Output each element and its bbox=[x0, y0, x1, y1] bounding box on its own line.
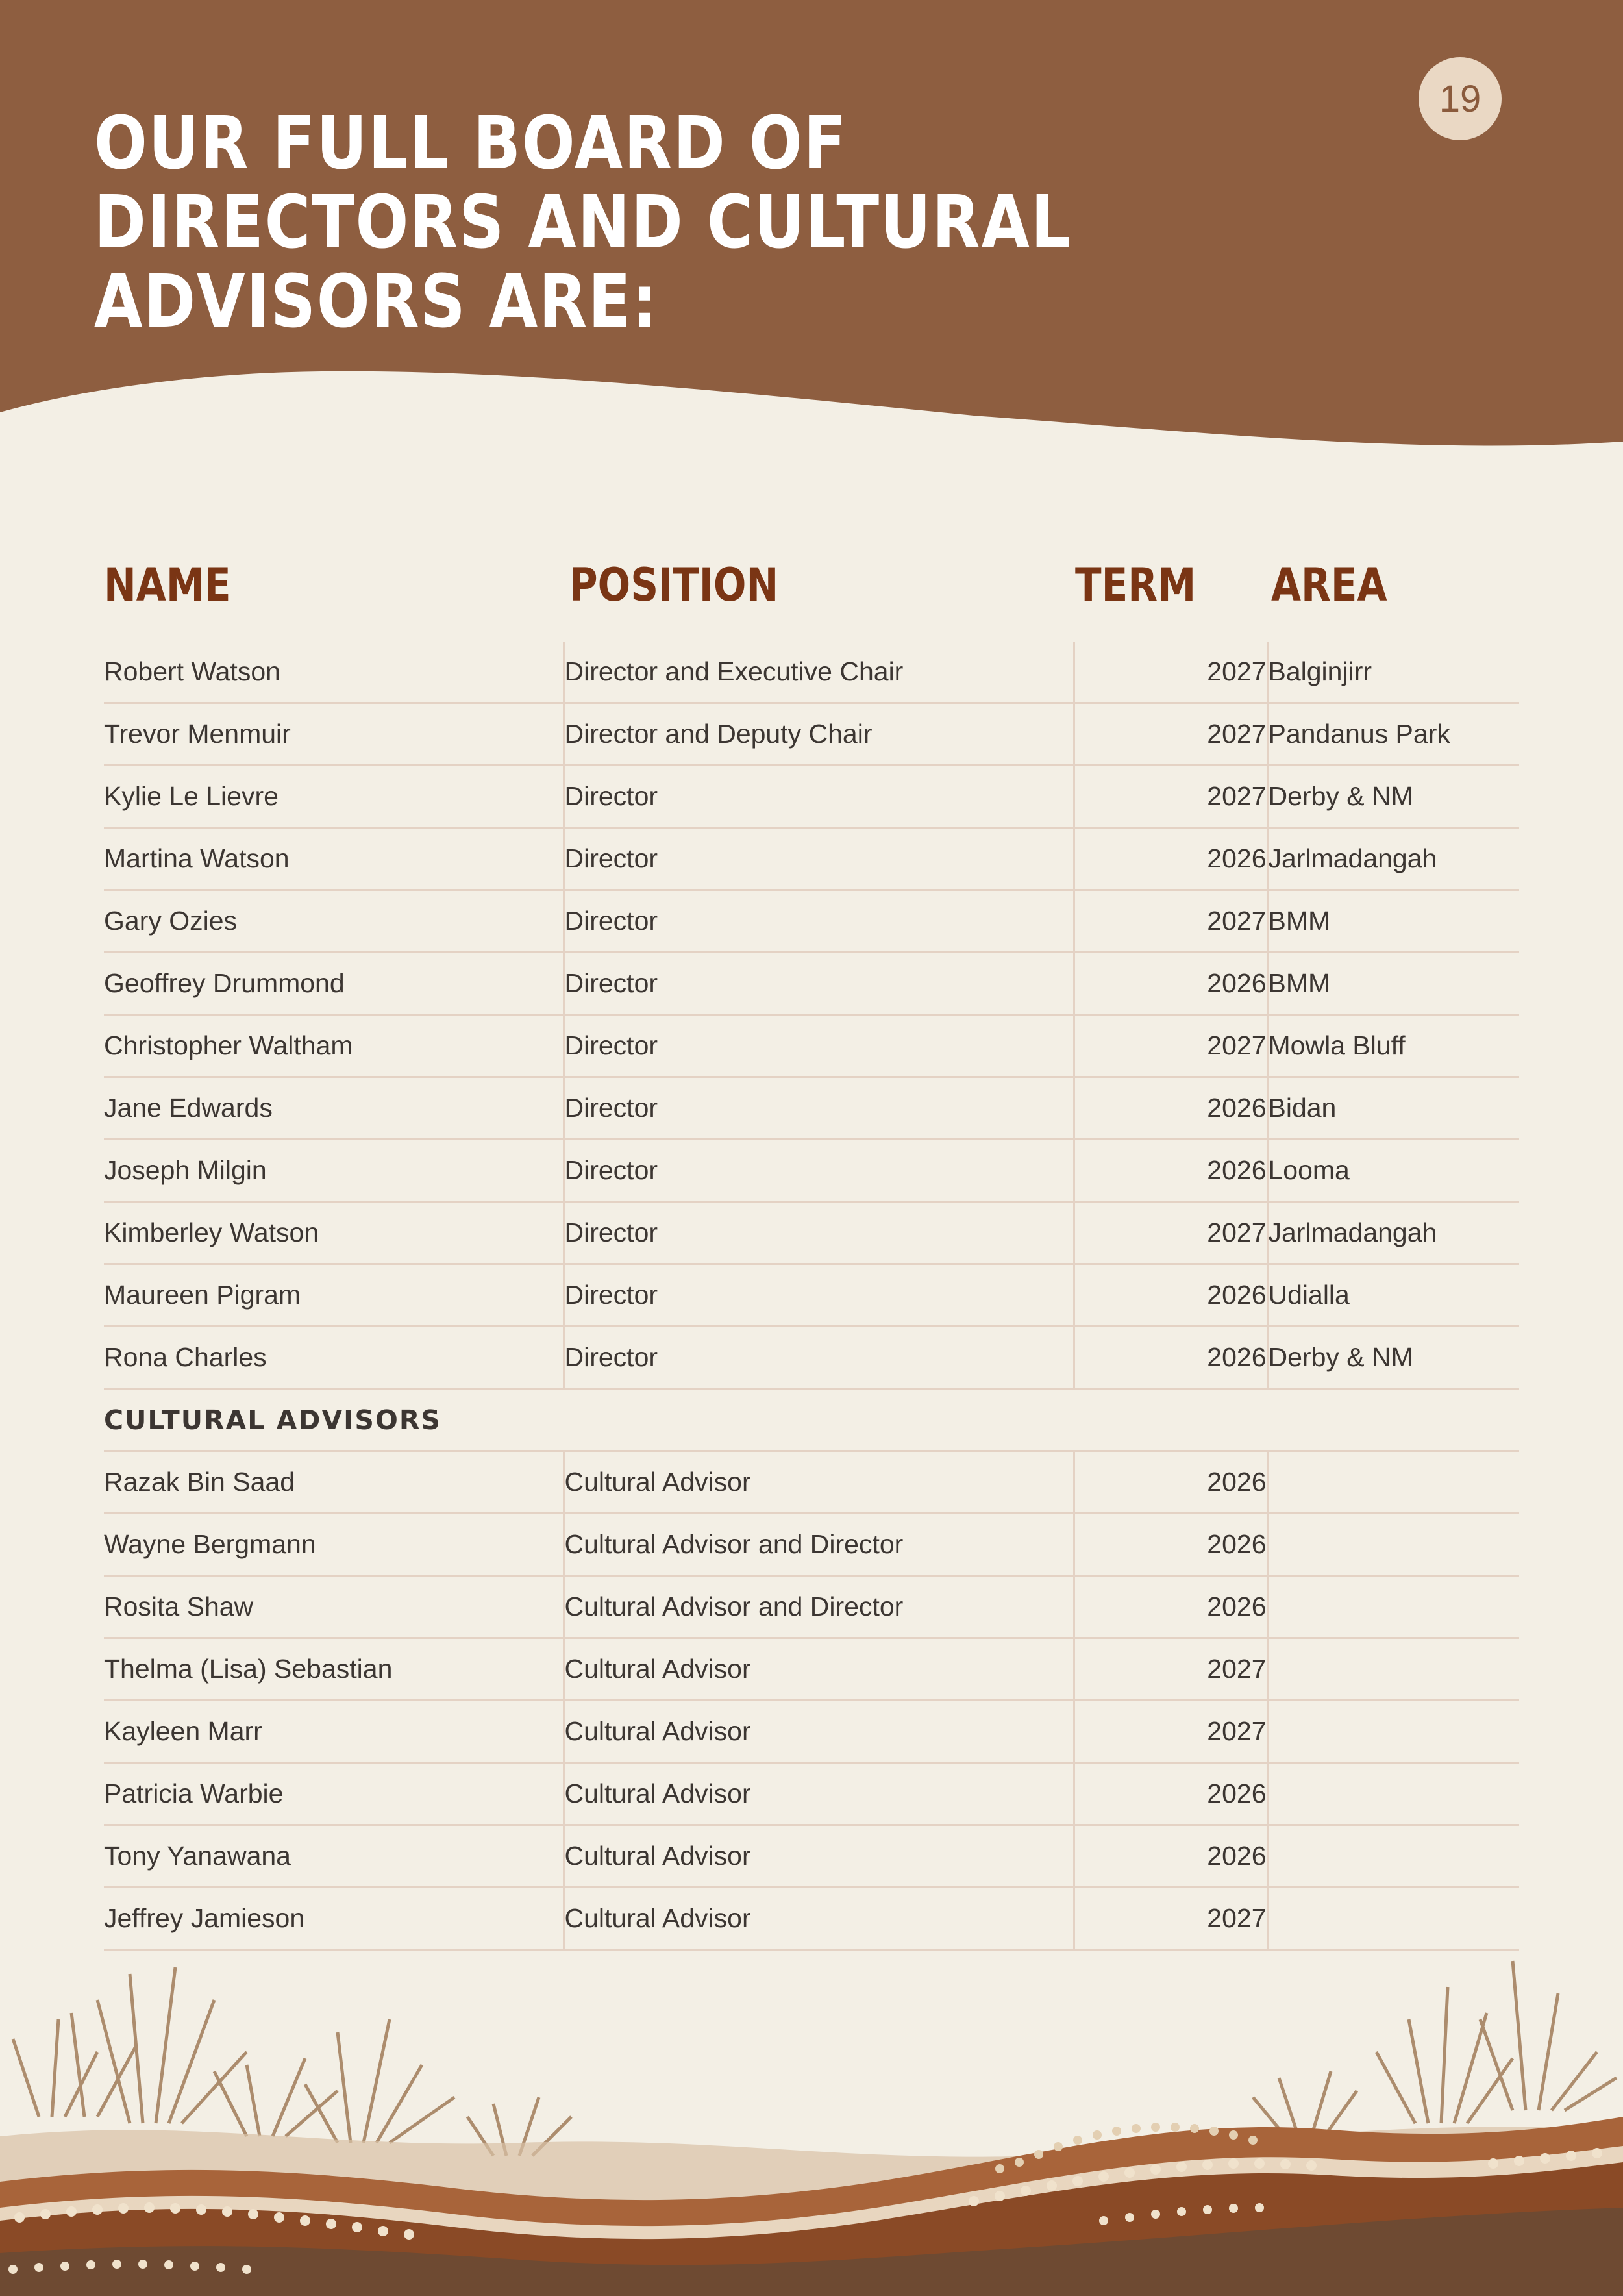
cell-area: Derby & NM bbox=[1267, 1327, 1519, 1389]
cell-name: Trevor Menmuir bbox=[104, 703, 564, 766]
grass-illustration bbox=[13, 1961, 1617, 2156]
cell-term: 2027 bbox=[1074, 1638, 1267, 1701]
cell-term: 2027 bbox=[1074, 1888, 1267, 1950]
cell-area: Bidan bbox=[1267, 1077, 1519, 1140]
table-row bbox=[104, 1451, 1519, 1514]
table-row bbox=[104, 1015, 1519, 1077]
cell-term: 2026 bbox=[1074, 1451, 1267, 1514]
table-row bbox=[104, 1825, 1519, 1888]
page-title: OUR FULL BOARD OF DIRECTORS AND CULTURAL ADVISORS ARE: bbox=[94, 101, 1072, 344]
cell-position: Director bbox=[564, 890, 1074, 953]
table-row bbox=[104, 642, 1519, 703]
board-table bbox=[104, 642, 1519, 1951]
cell-term: 2026 bbox=[1074, 1825, 1267, 1888]
cell-term: 2027 bbox=[1074, 1701, 1267, 1763]
table-row bbox=[104, 828, 1519, 890]
cell-area: Udialla bbox=[1267, 1264, 1519, 1327]
table-row bbox=[104, 703, 1519, 766]
cell-area: Balginjirr bbox=[1267, 642, 1519, 703]
cell-term: 2026 bbox=[1074, 1077, 1267, 1140]
cell-position: Cultural Advisor and Director bbox=[564, 1514, 1074, 1576]
cell-term: 2026 bbox=[1074, 953, 1267, 1015]
cell-position: Director bbox=[564, 1140, 1074, 1202]
cell-term: 2026 bbox=[1074, 1140, 1267, 1202]
cultural-advisors-heading: CULTURAL ADVISORS bbox=[104, 1389, 1519, 1451]
cell-area bbox=[1267, 1576, 1519, 1638]
cell-name: Kimberley Watson bbox=[104, 1202, 564, 1264]
cell-position: Director bbox=[564, 1264, 1074, 1327]
cell-position: Cultural Advisor bbox=[564, 1701, 1074, 1763]
cell-position: Cultural Advisor bbox=[564, 1888, 1074, 1950]
cell-area: BMM bbox=[1267, 890, 1519, 953]
cell-position: Cultural Advisor and Director bbox=[564, 1576, 1074, 1638]
cell-term: 2027 bbox=[1074, 1015, 1267, 1077]
cell-area bbox=[1267, 1638, 1519, 1701]
table-row bbox=[104, 890, 1519, 953]
table-row bbox=[104, 766, 1519, 828]
cell-term: 2026 bbox=[1074, 828, 1267, 890]
cell-term: 2027 bbox=[1074, 642, 1267, 703]
cell-name: Thelma (Lisa) Sebastian bbox=[104, 1638, 564, 1701]
cell-position: Director bbox=[564, 1202, 1074, 1264]
cell-area bbox=[1267, 1763, 1519, 1825]
table-row bbox=[104, 1763, 1519, 1825]
cell-area: BMM bbox=[1267, 953, 1519, 1015]
cell-name: Maureen Pigram bbox=[104, 1264, 564, 1327]
cell-term: 2026 bbox=[1074, 1514, 1267, 1576]
cell-area: Pandanus Park bbox=[1267, 703, 1519, 766]
cell-position: Director and Deputy Chair bbox=[564, 703, 1074, 766]
director-rows bbox=[104, 642, 1519, 1389]
cell-position: Director and Executive Chair bbox=[564, 642, 1074, 703]
cell-term: 2026 bbox=[1074, 1327, 1267, 1389]
cell-area: Jarlmadangah bbox=[1267, 828, 1519, 890]
cell-area: Mowla Bluff bbox=[1267, 1015, 1519, 1077]
cell-name: Martina Watson bbox=[104, 828, 564, 890]
cell-term: 2027 bbox=[1074, 766, 1267, 828]
cell-name: Wayne Bergmann bbox=[104, 1514, 564, 1576]
cell-name: Jeffrey Jamieson bbox=[104, 1888, 564, 1950]
advisor-rows bbox=[104, 1451, 1519, 1950]
cell-name: Razak Bin Saad bbox=[104, 1451, 564, 1514]
cell-name: Jane Edwards bbox=[104, 1077, 564, 1140]
table-row bbox=[104, 1327, 1519, 1389]
table-row bbox=[104, 1202, 1519, 1264]
cell-area: Derby & NM bbox=[1267, 766, 1519, 828]
cell-name: Joseph Milgin bbox=[104, 1140, 564, 1202]
cell-position: Director bbox=[564, 953, 1074, 1015]
landscape-footer-art bbox=[0, 1922, 1623, 2296]
cell-name: Robert Watson bbox=[104, 642, 564, 703]
cell-term: 2027 bbox=[1074, 890, 1267, 953]
cell-term: 2026 bbox=[1074, 1763, 1267, 1825]
cell-position: Director bbox=[564, 828, 1074, 890]
table-row bbox=[104, 1576, 1519, 1638]
page-number-badge: 19 bbox=[1419, 57, 1502, 140]
cell-area bbox=[1267, 1701, 1519, 1763]
table-row bbox=[104, 1514, 1519, 1576]
table-row bbox=[104, 1077, 1519, 1140]
cultural-section-row bbox=[104, 1389, 1519, 1451]
cell-term: 2026 bbox=[1074, 1264, 1267, 1327]
column-header-area: AREA bbox=[1271, 558, 1387, 612]
cell-position: Director bbox=[564, 1327, 1074, 1389]
table-row bbox=[104, 1701, 1519, 1763]
cell-term: 2026 bbox=[1074, 1576, 1267, 1638]
cell-name: Kylie Le Lievre bbox=[104, 766, 564, 828]
cell-name: Christopher Waltham bbox=[104, 1015, 564, 1077]
cell-term: 2027 bbox=[1074, 1202, 1267, 1264]
cell-name: Rona Charles bbox=[104, 1327, 564, 1389]
cell-area bbox=[1267, 1825, 1519, 1888]
cell-position: Director bbox=[564, 1015, 1074, 1077]
cell-area: Jarlmadangah bbox=[1267, 1202, 1519, 1264]
cell-name: Kayleen Marr bbox=[104, 1701, 564, 1763]
cell-name: Rosita Shaw bbox=[104, 1576, 564, 1638]
column-header-name: NAME bbox=[104, 558, 231, 612]
cell-area bbox=[1267, 1514, 1519, 1576]
column-header-position: POSITION bbox=[569, 558, 779, 612]
cell-position: Cultural Advisor bbox=[564, 1763, 1074, 1825]
cell-area: Looma bbox=[1267, 1140, 1519, 1202]
cell-term: 2027 bbox=[1074, 703, 1267, 766]
table-row bbox=[104, 953, 1519, 1015]
cell-name: Gary Ozies bbox=[104, 890, 564, 953]
cell-area bbox=[1267, 1451, 1519, 1514]
column-header-term: TERM bbox=[1075, 558, 1196, 612]
cell-position: Cultural Advisor bbox=[564, 1825, 1074, 1888]
cell-name: Geoffrey Drummond bbox=[104, 953, 564, 1015]
cell-name: Tony Yanawana bbox=[104, 1825, 564, 1888]
cell-position: Director bbox=[564, 766, 1074, 828]
cell-name: Patricia Warbie bbox=[104, 1763, 564, 1825]
cell-position: Cultural Advisor bbox=[564, 1638, 1074, 1701]
table-row bbox=[104, 1140, 1519, 1202]
table-row bbox=[104, 1264, 1519, 1327]
cell-position: Cultural Advisor bbox=[564, 1451, 1074, 1514]
table-row bbox=[104, 1638, 1519, 1701]
cell-position: Director bbox=[564, 1077, 1074, 1140]
